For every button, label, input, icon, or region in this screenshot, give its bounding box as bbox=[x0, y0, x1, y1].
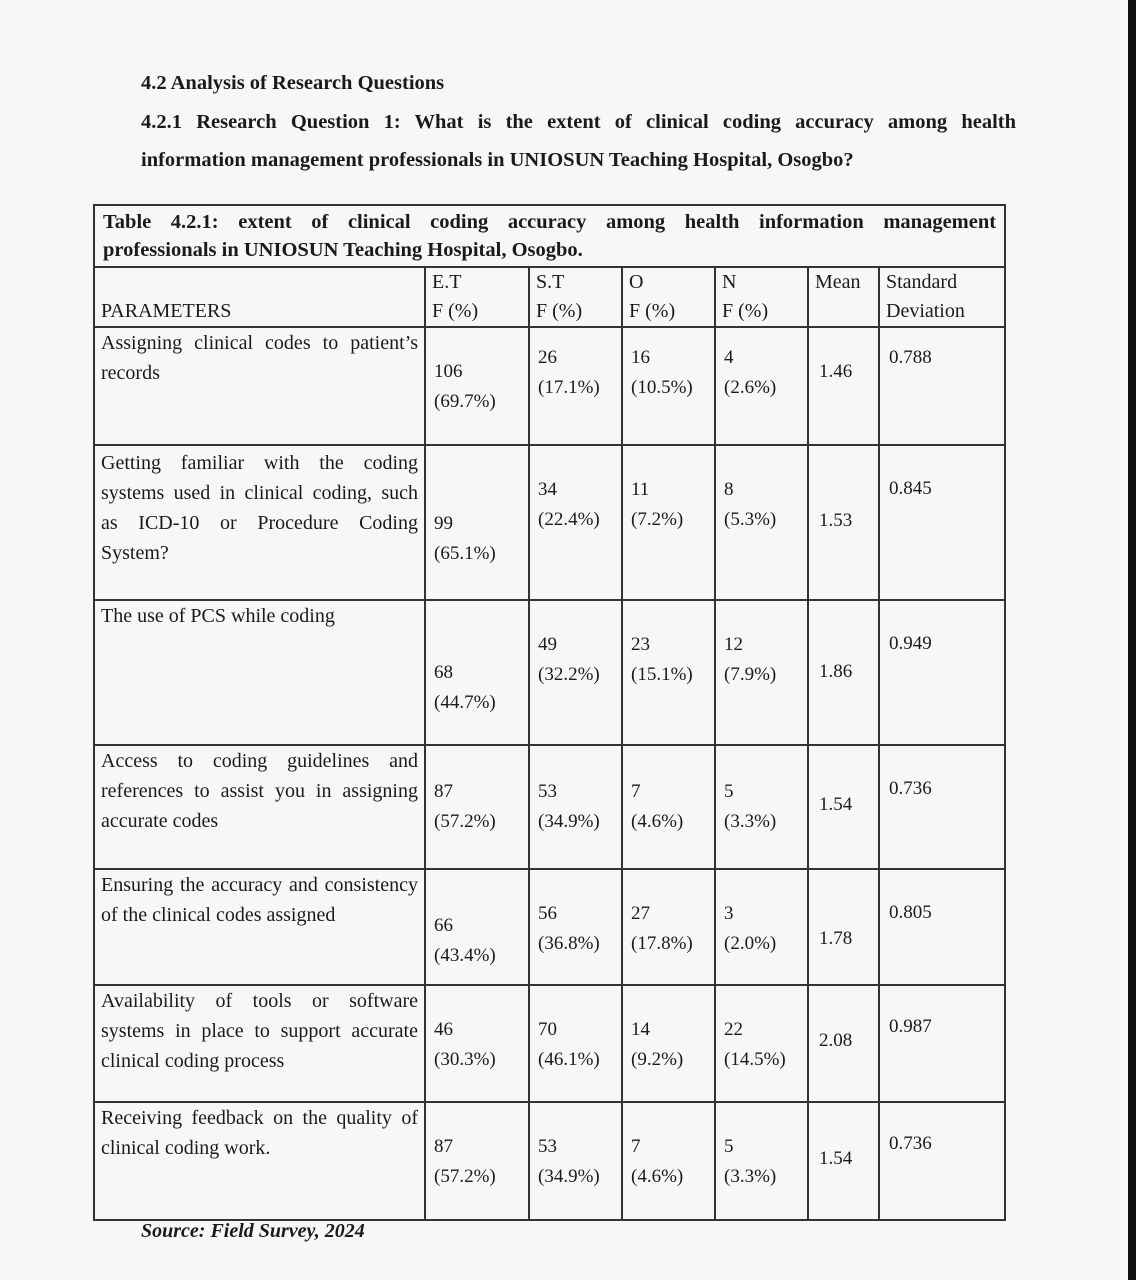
section-title: 4.2 Analysis of Research Questions bbox=[141, 72, 445, 94]
cell-st: 53 (34.9%) bbox=[529, 1102, 622, 1220]
header-st: S.T F (%) bbox=[529, 267, 622, 327]
cell-sd: 0.805 bbox=[879, 869, 1005, 985]
cell-o: 7 (4.6%) bbox=[622, 1102, 715, 1220]
cell-et: 99 (65.1%) bbox=[425, 445, 529, 600]
cell-o: 27 (17.8%) bbox=[622, 869, 715, 985]
research-question-line-2: information management professionals in UNIOSUN Teaching Hospital, Osogbo? bbox=[141, 149, 854, 171]
cell-mean: 1.54 bbox=[808, 745, 879, 869]
cell-st: 53 (34.9%) bbox=[529, 745, 622, 869]
cell-sd: 0.845 bbox=[879, 445, 1005, 600]
row-parameter: Getting familiar with the coding systems used in clinical coding, such as ICD-10 or Procedure Coding System? bbox=[94, 445, 425, 600]
cell-sd: 0.736 bbox=[879, 745, 1005, 869]
header-o: O F (%) bbox=[622, 267, 715, 327]
cell-n: 3 (2.0%) bbox=[715, 869, 808, 985]
header-parameters: PARAMETERS bbox=[94, 267, 425, 327]
table-row bbox=[94, 445, 1005, 600]
cell-o: 7 (4.6%) bbox=[622, 745, 715, 869]
header-et: E.T F (%) bbox=[425, 267, 529, 327]
cell-o: 16 (10.5%) bbox=[622, 327, 715, 445]
research-question-line-1: 4.2.1 Research Question 1: What is the extent of clinical coding accuracy among health bbox=[141, 111, 1016, 133]
cell-st: 26 (17.1%) bbox=[529, 327, 622, 445]
source-note: Source: Field Survey, 2024 bbox=[141, 1220, 365, 1242]
table-row bbox=[94, 985, 1005, 1102]
cell-mean: 1.54 bbox=[808, 1102, 879, 1220]
cell-st: 56 (36.8%) bbox=[529, 869, 622, 985]
cell-sd: 0.788 bbox=[879, 327, 1005, 445]
cell-o: 14 (9.2%) bbox=[622, 985, 715, 1102]
row-parameter: Receiving feedback on the quality of clinical coding work. bbox=[94, 1102, 425, 1220]
cell-et: 87 (57.2%) bbox=[425, 1102, 529, 1220]
table-row bbox=[94, 1102, 1005, 1220]
cell-et: 46 (30.3%) bbox=[425, 985, 529, 1102]
cell-et: 87 (57.2%) bbox=[425, 745, 529, 869]
cell-et: 106 (69.7%) bbox=[425, 327, 529, 445]
table-caption-row bbox=[94, 205, 1005, 267]
header-mean: Mean bbox=[808, 267, 879, 327]
row-parameter: Access to coding guidelines and references to assist you in assigning accurate codes bbox=[94, 745, 425, 869]
cell-st: 34 (22.4%) bbox=[529, 445, 622, 600]
table-header-row bbox=[94, 267, 1005, 327]
row-parameter: The use of PCS while coding bbox=[94, 600, 425, 745]
header-sd: Standard Deviation bbox=[879, 267, 1005, 327]
table-row bbox=[94, 745, 1005, 869]
table-caption-line-1: Table 4.2.1: extent of clinical coding accuracy among health information management bbox=[103, 211, 997, 233]
cell-n: 8 (5.3%) bbox=[715, 445, 808, 600]
cell-st: 49 (32.2%) bbox=[529, 600, 622, 745]
row-parameter: Assigning clinical codes to patient’s records bbox=[94, 327, 425, 445]
row-parameter: Availability of tools or software systems in place to support accurate clinical coding process bbox=[94, 985, 425, 1102]
cell-mean: 1.78 bbox=[808, 869, 879, 985]
cell-sd: 0.987 bbox=[879, 985, 1005, 1102]
table-row bbox=[94, 869, 1005, 985]
page-edge bbox=[1128, 0, 1136, 1280]
cell-mean: 1.86 bbox=[808, 600, 879, 745]
results-table bbox=[93, 204, 1006, 1221]
header-n: N F (%) bbox=[715, 267, 808, 327]
cell-sd: 0.949 bbox=[879, 600, 1005, 745]
cell-o: 23 (15.1%) bbox=[622, 600, 715, 745]
cell-n: 5 (3.3%) bbox=[715, 1102, 808, 1220]
table-row bbox=[94, 600, 1005, 745]
table-caption bbox=[94, 205, 1005, 267]
cell-sd: 0.736 bbox=[879, 1102, 1005, 1220]
row-parameter: Ensuring the accuracy and consistency of the clinical codes assigned bbox=[94, 869, 425, 985]
cell-et: 66 (43.4%) bbox=[425, 869, 529, 985]
cell-mean: 2.08 bbox=[808, 985, 879, 1102]
cell-n: 12 (7.9%) bbox=[715, 600, 808, 745]
cell-et: 68 (44.7%) bbox=[425, 600, 529, 745]
cell-n: 22 (14.5%) bbox=[715, 985, 808, 1102]
table-row bbox=[94, 327, 1005, 445]
cell-st: 70 (46.1%) bbox=[529, 985, 622, 1102]
cell-n: 4 (2.6%) bbox=[715, 327, 808, 445]
cell-mean: 1.53 bbox=[808, 445, 879, 600]
cell-o: 11 (7.2%) bbox=[622, 445, 715, 600]
table-caption-line-2: professionals in UNIOSUN Teaching Hospital, Osogbo. bbox=[103, 239, 583, 261]
cell-n: 5 (3.3%) bbox=[715, 745, 808, 869]
cell-mean: 1.46 bbox=[808, 327, 879, 445]
